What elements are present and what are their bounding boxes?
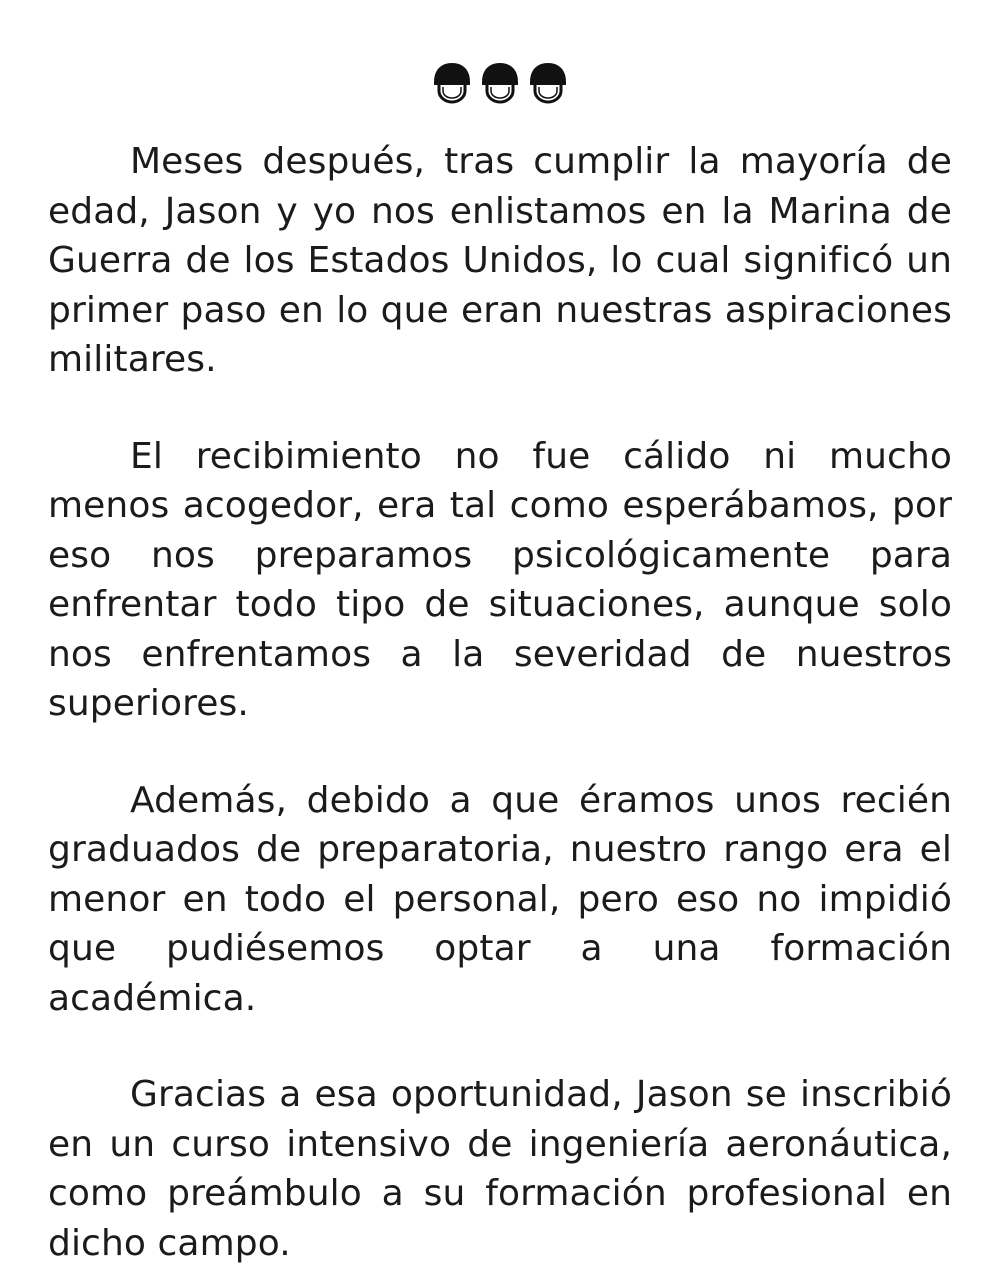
military-helmet-icon (478, 60, 522, 104)
body-text (48, 137, 952, 1268)
military-helmet-icon (430, 60, 474, 104)
paragraph: Además, debido a que éramos unos recién graduados de preparatoria, nuestro rango era el menor en todo el personal, pero eso no impidió que pudiésemos optar a una formación académica. (48, 779, 952, 1019)
section-divider (0, 60, 1000, 104)
paragraph: Gracias a esa oportunidad, Jason se inscribió en un curso intensivo de ingeniería aeronáutica, como preámbulo a su formación profesional en dicho campo. (48, 1074, 952, 1264)
paragraph: El recibimiento no fue cálido ni mucho menos acogedor, era tal como esperábamos, por eso nos preparamos psicológicamente para enfrentar todo tipo de situaciones, aunque solo nos enfrentamos a la severidad de nuestros superiores. (48, 435, 952, 724)
military-helmet-icon (526, 60, 570, 104)
paragraph: Meses después, tras cumplir la mayoría de edad, Jason y yo nos enlistamos en la Marina de Guerra de los Estados Unidos, lo cual significó un primer paso en lo que eran nuestras aspiraciones militares. (48, 141, 952, 380)
